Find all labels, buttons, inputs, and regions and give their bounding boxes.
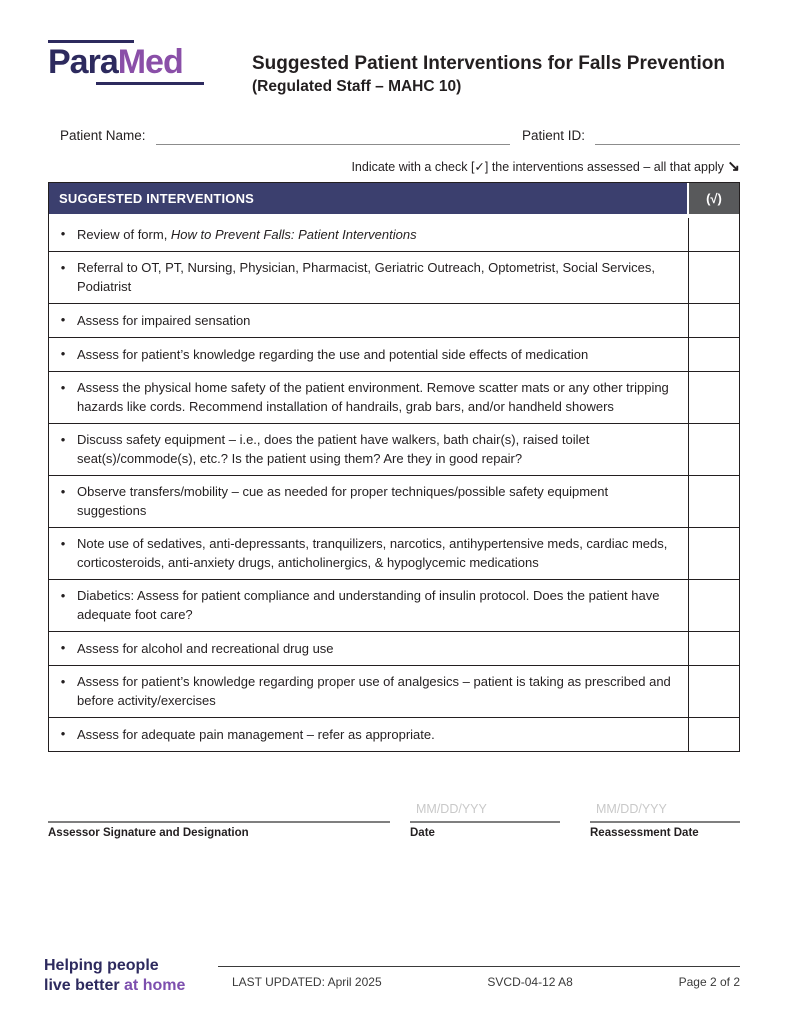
table-row [49,527,739,579]
intervention-text-cell [49,476,688,527]
intervention-text-cell [49,252,688,303]
bullet-icon: • [60,535,66,551]
table-row [49,579,739,631]
last-updated-text: LAST UPDATED: April 2025 [232,975,382,989]
footer-items [218,967,740,989]
intervention-text: Diabetics: Assess for patient compliance and understanding of insulin protocol. Does the patient have adequate foot care? [77,587,660,623]
bullet-icon: • [60,587,66,603]
logo-bottom-rule [96,82,204,85]
check-cell[interactable] [688,632,739,665]
date-label: Date [410,826,435,839]
page-number: Page 2 of 2 [678,975,740,989]
date-placeholder: MM/DD/YYY [416,801,487,816]
tagline-line2-navy: live better [44,976,125,994]
signature-section [48,802,740,839]
document-code: SVCD-04-12 A8 [487,975,573,989]
logo-med-text: Med [117,43,183,81]
table-row [49,337,739,371]
bullet-icon: • [60,311,66,327]
bullet-icon: • [60,379,66,395]
logo-para-text: Para [48,43,118,81]
check-cell[interactable] [688,372,739,423]
patient-id-field[interactable] [595,126,740,145]
intervention-text-cell [49,218,688,251]
intervention-text: Assess the physical home safety of the patient environment. Remove scatter mats or any other tripping hazards like cords. Recommend installation of handrails, grab bars, and/or handheld showers [77,379,669,415]
intervention-text-cell [49,632,688,665]
tagline-line2-purple: at home [124,976,186,994]
paramed-logo [48,40,208,85]
intervention-text-cell [49,718,688,751]
check-cell[interactable] [688,580,739,631]
reassessment-date-group [590,802,740,839]
bullet-icon: • [60,483,66,499]
page-header [0,0,791,96]
check-instruction [0,159,740,174]
intervention-text-cell [49,528,688,579]
bullet-icon: • [60,345,66,361]
intervention-text: Referral to OT, PT, Nursing, Physician, Pharmacist, Geriatric Outreach, Optometrist, Social Services, Podiatrist [77,259,655,295]
page-title: Suggested Patient Interventions for Falls Prevention [252,53,725,74]
intervention-text: Review of form, How to Prevent Falls: Patient Interventions [77,226,417,242]
page-footer [0,956,791,995]
interventions-table [48,182,740,752]
check-cell[interactable] [688,218,739,251]
assessor-signature-field[interactable] [48,819,390,823]
intervention-text: Assess for adequate pain management – refer as appropriate. [77,726,435,742]
logo-wordmark [48,45,208,81]
date-group [410,802,560,839]
tagline [44,956,214,995]
patient-id-label: Patient ID: [521,127,585,143]
patient-name-field[interactable] [156,126,510,145]
tagline-line1: Helping people [44,957,159,974]
intervention-text: Assess for patient’s knowledge regarding the use and potential side effects of medication [77,346,589,362]
page-subtitle: (Regulated Staff – MAHC 10) [252,77,462,95]
check-instruction-text: Indicate with a check [✓] the interventions assessed – all that apply [351,159,724,174]
table-row [49,475,739,527]
bullet-icon: • [60,431,66,447]
table-row [49,371,739,423]
intervention-text-cell [49,424,688,475]
bullet-icon: • [60,725,66,741]
bullet-icon: • [60,639,66,655]
intervention-text: Note use of sedatives, anti-depressants, tranquilizers, narcotics, antihypertensive meds, cardiac meds, corticosteroids, anti-anxiety drugs, anticholinergics, & hypoglycemic medications [77,535,668,571]
assessor-signature-label: Assessor Signature and Designation [48,826,249,839]
table-header-title: SUGGESTED INTERVENTIONS [49,183,687,214]
interventions-rows [49,218,739,751]
table-row [49,631,739,665]
bullet-icon: • [60,259,66,275]
intervention-text: Assess for impaired sensation [77,312,251,328]
table-header-row [49,183,739,214]
check-cell[interactable] [688,424,739,475]
check-cell[interactable] [688,718,739,751]
check-cell[interactable] [688,252,739,303]
table-row [49,218,739,251]
intervention-text-cell [49,304,688,337]
southeast-arrow-icon: ↘ [727,157,740,175]
intervention-text-cell [49,338,688,371]
signature-placeholder [48,802,390,819]
check-cell[interactable] [688,666,739,717]
table-row [49,665,739,717]
table-row [49,251,739,303]
reassessment-date-field[interactable] [590,819,740,823]
reassessment-date-label: Reassessment Date [590,826,699,839]
check-cell[interactable] [688,528,739,579]
title-block [252,40,725,96]
intervention-text-cell [49,666,688,717]
intervention-text: Assess for patient’s knowledge regarding proper use of analgesics – patient is taking as prescribed and before activity/exercises [77,673,671,709]
assessor-signature-group [48,802,390,839]
intervention-text: Discuss safety equipment – i.e., does the patient have walkers, bath chair(s), raised toilet seat(s)/commode(s), etc.? Is the patient using them? Are they in good repair? [77,431,590,467]
intervention-text: Assess for alcohol and recreational drug use [77,640,334,656]
patient-info-row [60,126,740,145]
table-row [49,303,739,337]
table-row [49,423,739,475]
check-cell[interactable] [688,338,739,371]
tagline-line2 [44,976,214,996]
table-row [49,717,739,751]
reassessment-date-placeholder: MM/DD/YYY [596,801,667,816]
check-cell[interactable] [688,304,739,337]
bullet-icon: • [60,225,66,241]
footer-meta [218,956,740,995]
bullet-icon: • [60,673,66,689]
intervention-text-cell [49,580,688,631]
check-cell[interactable] [688,476,739,527]
intervention-text-cell [49,372,688,423]
patient-name-label: Patient Name: [60,127,146,143]
check-column-header: (√) [687,183,739,214]
intervention-text: Observe transfers/mobility – cue as needed for proper techniques/possible safety equipment suggestions [77,483,609,519]
date-field[interactable] [410,819,560,823]
